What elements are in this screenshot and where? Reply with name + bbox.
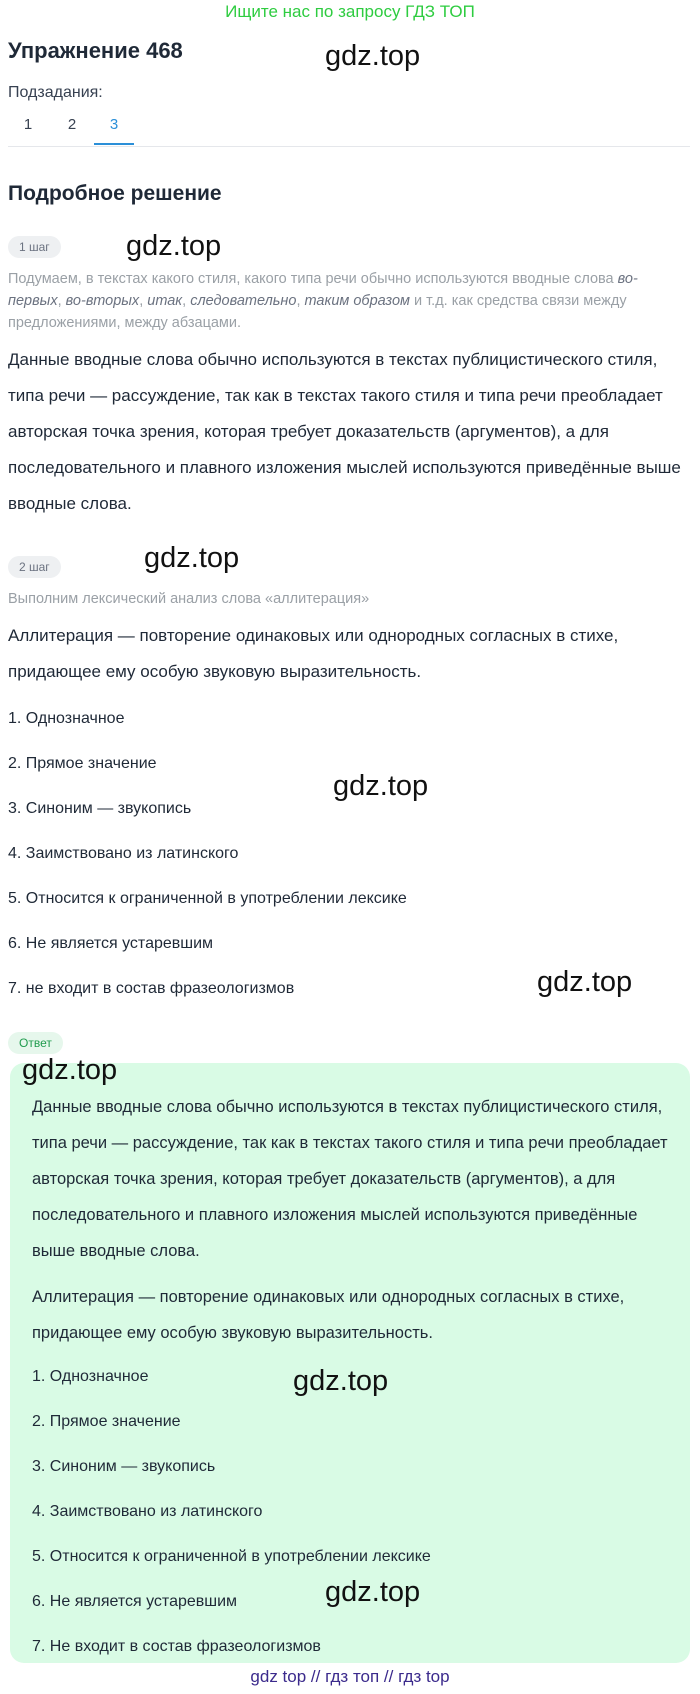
- watermark: gdz.top: [333, 770, 429, 802]
- watermark: gdz.top: [325, 1576, 421, 1608]
- list-item: 2. Прямое значение: [8, 755, 157, 772]
- answer-list-item: 2. Прямое значение: [32, 1413, 181, 1430]
- step-1-hint: Подумаем, в текстах какого стиля, какого типа речи обычно используются вводные слова во-первых, во-вторых, итак, следовательно, таким образом и т.д. как средства связи между предложениями, между абзацами.: [8, 271, 638, 331]
- list-item: 6. Не является устаревшим: [8, 935, 214, 952]
- watermark: gdz.top: [144, 542, 240, 574]
- answer-paragraph-1: Данные вводные слова обычно используются в текстах публицистического стиля, типа речи — рассуждение, так как в текстах такого стиля и типа речи преобладает авторская точка зрения, которая требует доказательств (аргументов), а для последовательного и плавного изложения мыслей используются приведённые выше вводные слова.: [32, 1098, 668, 1260]
- hint-word: итак: [147, 293, 183, 309]
- hint-word: во-первых: [8, 271, 638, 309]
- answer-list-item: 5. Относится к ограниченной в употреблении лексике: [32, 1548, 431, 1565]
- list-item: 5. Относится к ограниченной в употреблении лексике: [8, 890, 407, 907]
- answer-list-item: 1. Однозначное: [32, 1368, 149, 1385]
- footer-links[interactable]: gdz top // гдз топ // гдз top: [250, 1667, 450, 1686]
- answer-paragraph-2: Аллитерация — повторение одинаковых или однородных согласных в стихе, придающее ему особую звуковую выразительность.: [32, 1288, 625, 1342]
- step-2-hint: Выполним лексический анализ слова «аллитерация»: [8, 591, 370, 607]
- page-title: Упражнение 468: [8, 38, 183, 63]
- hint-word: во-вторых: [65, 293, 140, 309]
- tab-1[interactable]: 1: [23, 116, 33, 133]
- list-item: 1. Однозначное: [8, 710, 125, 727]
- answer-list-item: 4. Заимствовано из латинского: [32, 1503, 263, 1520]
- tab-2[interactable]: 2: [67, 116, 77, 133]
- promo-banner[interactable]: Ищите нас по запросу ГДЗ ТОП: [225, 2, 475, 21]
- subtasks-label: Подзадания:: [8, 84, 103, 101]
- list-item: 3. Синоним — звукопись: [8, 800, 192, 817]
- watermark: gdz.top: [22, 1054, 118, 1086]
- step-1-text: Данные вводные слова обычно используются в текстах публицистического стиля, типа речи — рассуждение, так как в текстах такого стиля и типа речи преобладает авторская точка зрения, которая требует доказательств (аргументов), а для последовательного и плавного изложения мыслей используются приведённые выше вводные слова.: [8, 350, 681, 513]
- watermark: gdz.top: [325, 40, 421, 72]
- answer-badge: Ответ: [8, 1032, 63, 1054]
- step-2-text: Аллитерация — повторение одинаковых или однородных согласных в стихе, придающее ему особую звуковую выразительность.: [8, 626, 619, 681]
- watermark: gdz.top: [293, 1365, 389, 1397]
- list-item: 4. Заимствовано из латинского: [8, 845, 239, 862]
- hint-word: следовательно: [190, 293, 297, 309]
- step-1-hint-end: и т.д. как средства связи между предложениями, между абзацами.: [8, 293, 627, 331]
- answer-list-item: 6. Не является устаревшим: [32, 1593, 238, 1610]
- step-1-badge: 1 шаг: [8, 236, 61, 258]
- step-2-badge: 2 шаг: [8, 556, 61, 578]
- section-title: Подробное решение: [8, 182, 222, 205]
- hint-word: таким образом: [304, 293, 410, 309]
- watermark: gdz.top: [126, 230, 222, 262]
- list-item: 7. не входит в состав фразеологизмов: [8, 980, 295, 997]
- answer-list-item: 3. Синоним — звукопись: [32, 1458, 216, 1475]
- answer-list-item: 7. Не входит в состав фразеологизмов: [32, 1638, 321, 1655]
- subtask-tabs: [8, 108, 690, 147]
- tab-3[interactable]: 3: [94, 108, 134, 145]
- step-1-hint-start: Подумаем, в текстах какого стиля, какого типа речи обычно используются вводные слова: [8, 271, 618, 287]
- watermark: gdz.top: [537, 966, 633, 998]
